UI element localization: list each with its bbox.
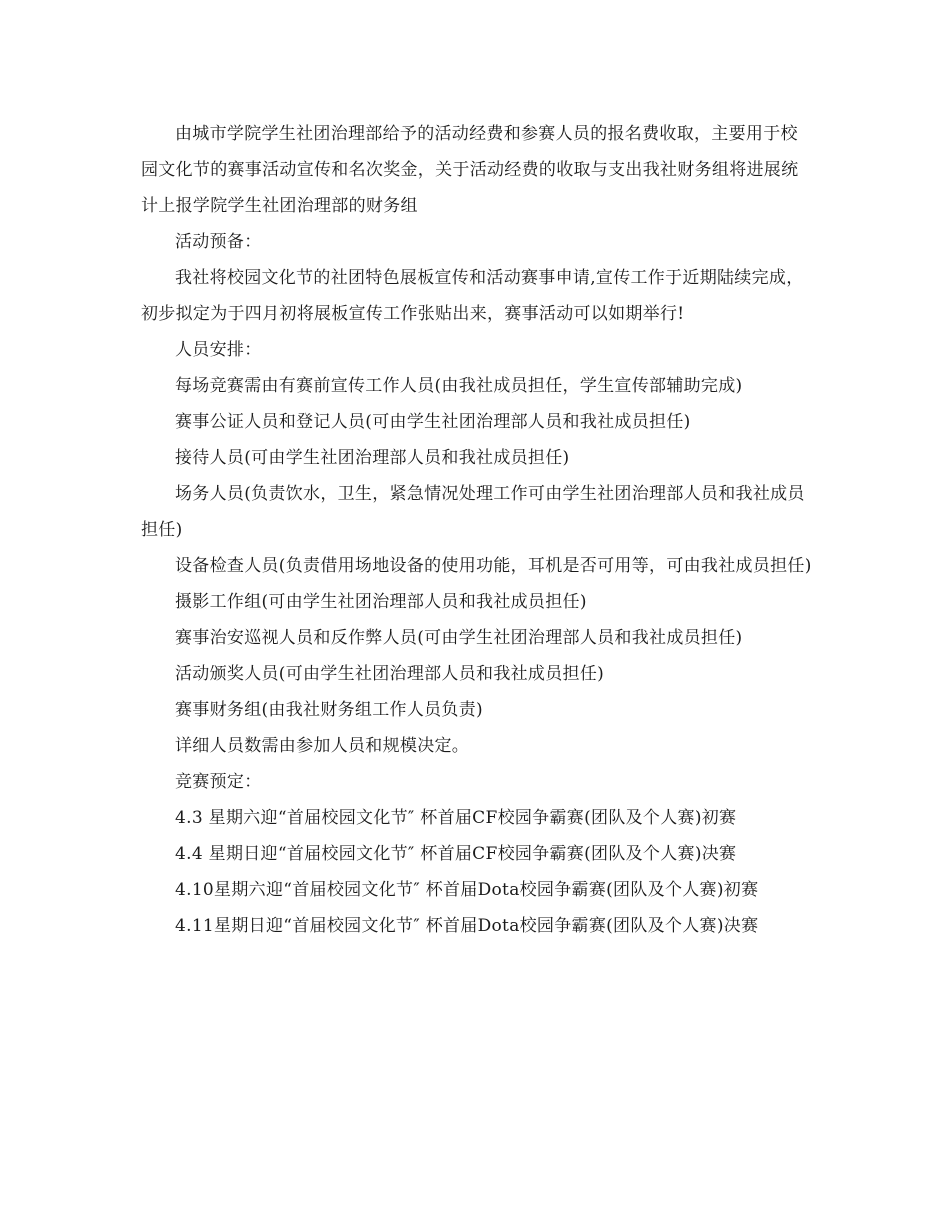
staff-finance: 赛事财务组(由我社财务组工作人员负责) xyxy=(175,700,483,720)
staff-photography: 摄影工作组(可由学生社团治理部人员和我社成员担任) xyxy=(175,592,587,612)
schedule-item: 4.3 星期六迎“首届校园文化节″ 杯首届CF校园争霸赛(团队及个人赛)初赛 xyxy=(175,808,737,828)
schedule-item: 4.10星期六迎“首届校园文化节″ 杯首届Dota校园争霸赛(团队及个人赛)初赛 xyxy=(175,880,759,900)
paragraph-preparation: 我社将校园文化节的社团特色展板宣传和活动赛事申请,宣传工作于近期陆续完成，初步拟定为于四月初将展板宣传工作张贴出来，赛事活动可以如期举行! xyxy=(141,268,804,324)
heading-schedule: 竞赛预定： xyxy=(175,772,262,792)
staff-venue: 场务人员(负责饮水，卫生，紧急情况处理工作可由学生社团治理部人员和我社成员担任) xyxy=(141,484,805,540)
staff-count-note: 详细人员数需由参加人员和规模决定。 xyxy=(175,736,470,756)
schedule-item: 4.4 星期日迎“首届校园文化节″ 杯首届CF校园争霸赛(团队及个人赛)决赛 xyxy=(175,844,737,864)
heading-preparation: 活动预备： xyxy=(175,232,262,252)
staff-publicity: 每场竞赛需由有赛前宣传工作人员(由我社成员担任，学生宣传部辅助完成) xyxy=(175,376,743,396)
paragraph-funding: 由城市学院学生社团治理部给予的活动经费和参赛人员的报名费收取，主要用于校园文化节的赛事活动宣传和名次奖金，关于活动经费的收取与支出我社财务组将进展统计上报学院学生社团治理部的财务组 xyxy=(141,124,799,216)
staff-security: 赛事治安巡视人员和反作弊人员(可由学生社团治理部人员和我社成员担任) xyxy=(175,628,743,648)
document-body xyxy=(141,116,813,944)
staff-equipment: 设备检查人员(负责借用场地设备的使用功能，耳机是否可用等，可由我社成员担任) xyxy=(175,556,812,576)
schedule-item: 4.11星期日迎“首届校园文化节″ 杯首届Dota校园争霸赛(团队及个人赛)决赛 xyxy=(175,916,759,936)
staff-notary: 赛事公证人员和登记人员(可由学生社团治理部人员和我社成员担任) xyxy=(175,412,691,432)
staff-reception: 接待人员(可由学生社团治理部人员和我社成员担任) xyxy=(175,448,570,468)
staff-awards: 活动颁奖人员(可由学生社团治理部人员和我社成员担任) xyxy=(175,664,605,684)
heading-staffing: 人员安排： xyxy=(175,340,262,360)
